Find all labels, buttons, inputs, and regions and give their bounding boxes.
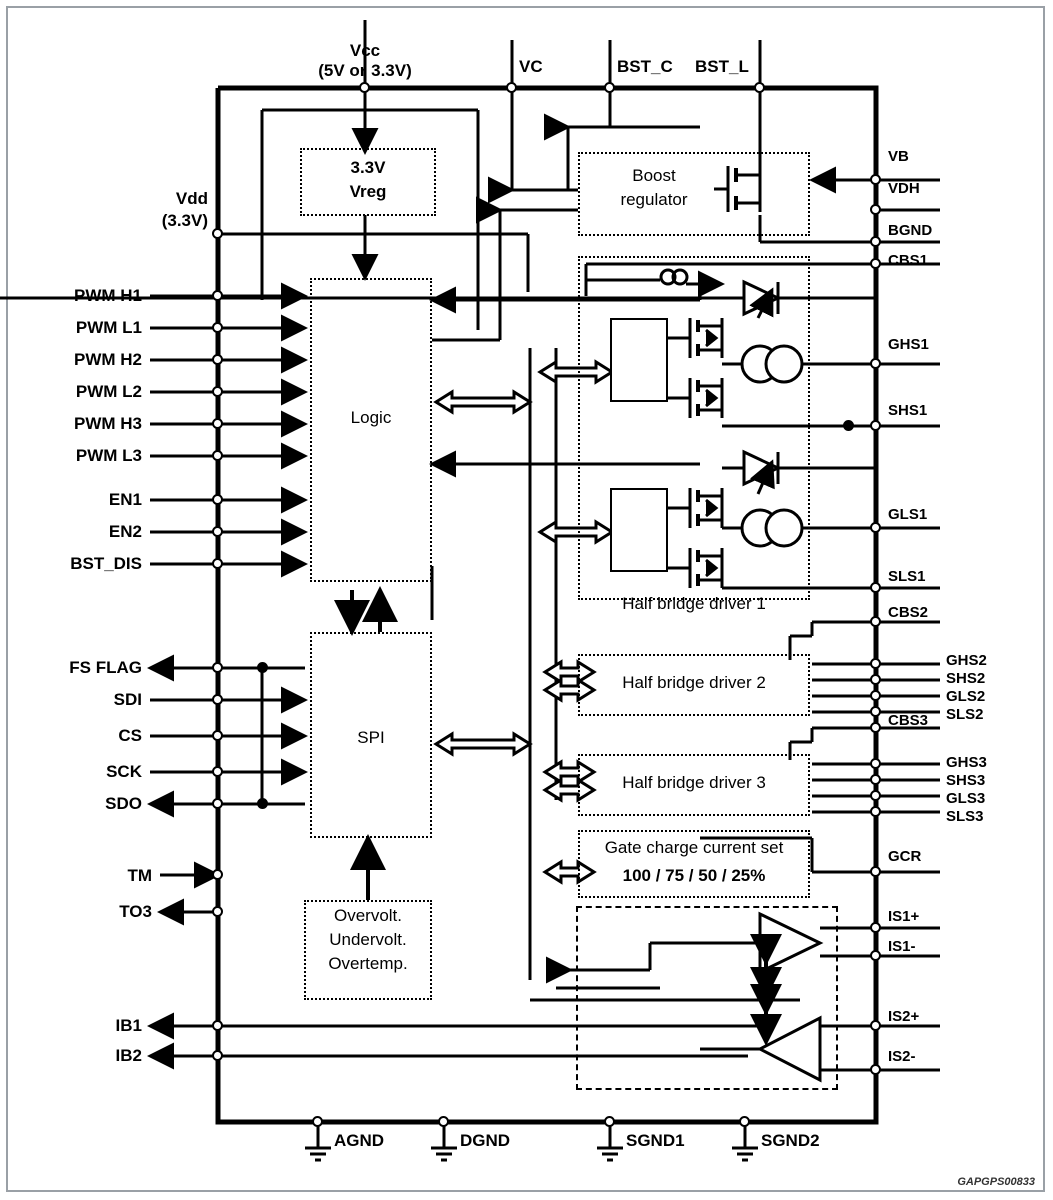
pin-is1n: IS1- [888, 938, 916, 955]
pin-pwm-l1: PWM L1 [75, 318, 142, 337]
pin-en1: EN1 [108, 490, 142, 509]
supply-label-vdd: Vdd [175, 189, 208, 208]
pin-ghs2: GHS2 [946, 652, 987, 669]
block-gate-charge-label: Gate charge current set [604, 838, 784, 857]
pin-is2p: IS2+ [888, 1008, 920, 1025]
node-dgnd [438, 1116, 449, 1127]
pin-is1p: IS1+ [888, 908, 920, 925]
pin-tm: TM [127, 866, 152, 885]
node-sgnd1 [604, 1116, 615, 1127]
node-en1 [212, 494, 223, 505]
pin-sdo: SDO [105, 794, 142, 813]
block-gate-charge-values: 100 / 75 / 50 / 25% [622, 866, 766, 885]
node-sls2 [870, 706, 881, 717]
node-sdo-junction [257, 798, 268, 809]
pin-vb: VB [888, 148, 909, 165]
node-bst-l [754, 82, 765, 93]
node-sgnd2 [739, 1116, 750, 1127]
node-pwm-h2 [212, 354, 223, 365]
pin-cbs3: CBS3 [888, 712, 929, 729]
pin-pwm-h1: PWM H1 [74, 286, 142, 305]
node-bst-c [604, 82, 615, 93]
supply-label-bst-c: BST_C [617, 57, 673, 76]
node-ghs3 [870, 758, 881, 769]
node-gls3 [870, 790, 881, 801]
supply-label-bst-l: BST_L [695, 57, 749, 76]
node-is2p [870, 1020, 881, 1031]
pin-gls2: GLS2 [946, 688, 986, 705]
node-fs-flag-junction [257, 662, 268, 673]
pin-ib2: IB2 [115, 1046, 142, 1065]
block-logic-label: Logic [350, 408, 392, 427]
node-fs-flag [212, 662, 223, 673]
block-protection-line2: Undervolt. [329, 930, 407, 949]
node-is2n [870, 1064, 881, 1075]
node-shs2 [870, 674, 881, 685]
node-cbs1 [870, 258, 881, 269]
pin-gls3: GLS3 [946, 790, 986, 807]
node-shs3 [870, 774, 881, 785]
pin-shs2: SHS2 [946, 670, 986, 687]
supply-sub-vcc: (5V or 3.3V) [318, 61, 412, 80]
node-sdi [212, 694, 223, 705]
node-gls1 [870, 522, 881, 533]
block-protection-line1: Overvolt. [333, 906, 403, 925]
pin-vdh: VDH [888, 180, 920, 197]
node-vc [506, 82, 517, 93]
block-hb2-label: Half bridge driver 2 [622, 673, 766, 692]
node-pwm-l3 [212, 450, 223, 461]
block-hb1-label: Half bridge driver 1 [622, 594, 766, 613]
block-spi-label: SPI [357, 728, 385, 747]
pin-sls2: SLS2 [946, 706, 984, 723]
node-vdd [212, 228, 223, 239]
pin-cbs2: CBS2 [888, 604, 929, 621]
pin-en2: EN2 [108, 522, 142, 541]
pin-ghs1: GHS1 [888, 336, 929, 353]
node-ghs1 [870, 358, 881, 369]
pin-sdi: SDI [113, 690, 142, 709]
supply-label-vc: VC [519, 57, 543, 76]
pin-ghs3: GHS3 [946, 754, 987, 771]
pin-sls3: SLS3 [946, 808, 984, 825]
node-ghs2 [870, 658, 881, 669]
block-vreg-line1: 3.3V [350, 158, 386, 177]
node-en2 [212, 526, 223, 537]
node-pwm-h1 [212, 290, 223, 301]
node-bgnd [870, 236, 881, 247]
pin-cbs1: CBS1 [888, 252, 929, 269]
pin-fs-flag: FS FLAG [69, 658, 142, 677]
pin-bgnd: BGND [888, 222, 933, 239]
block-boost-line1: Boost [632, 166, 676, 185]
node-cbs2 [870, 616, 881, 627]
supply-label-vcc: Vcc [349, 41, 381, 60]
pin-gls1: GLS1 [888, 506, 928, 523]
block-logic [310, 278, 432, 582]
node-agnd [312, 1116, 323, 1127]
node-sls1 [870, 582, 881, 593]
pin-ib1: IB1 [115, 1016, 142, 1035]
node-is1n [870, 950, 881, 961]
pin-sgnd1: SGND1 [626, 1131, 685, 1150]
node-bst-dis [212, 558, 223, 569]
pin-pwm-h3: PWM H3 [74, 414, 142, 433]
pin-sls1: SLS1 [888, 568, 926, 585]
supply-sub-vdd: (3.3V) [161, 211, 208, 230]
pin-pwm-h2: PWM H2 [74, 350, 142, 369]
pin-bst-dis: BST_DIS [70, 554, 142, 573]
node-vdh [870, 204, 881, 215]
pin-pwm-l3: PWM L3 [75, 446, 142, 465]
node-ib2 [212, 1050, 223, 1061]
pin-sck: SCK [106, 762, 142, 781]
node-is1p [870, 922, 881, 933]
block-hb3-label: Half bridge driver 3 [622, 773, 766, 792]
block-protection-line3: Overtemp. [328, 954, 408, 973]
pin-to3: TO3 [119, 902, 152, 921]
node-ib1 [212, 1020, 223, 1031]
node-to3 [212, 906, 223, 917]
node-pwm-l1 [212, 322, 223, 333]
node-vb [870, 174, 881, 185]
block-boost-line2: regulator [620, 190, 688, 209]
block-current-sense-region [576, 906, 838, 1090]
node-pwm-l2 [212, 386, 223, 397]
pin-cs: CS [118, 726, 142, 745]
node-gcr [870, 866, 881, 877]
pin-pwm-l2: PWM L2 [75, 382, 142, 401]
node-shs1-junction [843, 420, 854, 431]
node-pwm-h3 [212, 418, 223, 429]
hb1-predriver-high [610, 318, 668, 402]
pin-shs1: SHS1 [888, 402, 928, 419]
pin-gcr: GCR [888, 848, 922, 865]
node-cbs3 [870, 722, 881, 733]
hb1-predriver-low [610, 488, 668, 572]
node-sck [212, 766, 223, 777]
pin-shs3: SHS3 [946, 772, 986, 789]
node-sls3 [870, 806, 881, 817]
node-cs [212, 730, 223, 741]
node-vcc [359, 82, 370, 93]
node-sdo [212, 798, 223, 809]
figure-credit: GAPGPS00833 [957, 1176, 1035, 1188]
node-gls2 [870, 690, 881, 701]
node-tm [212, 869, 223, 880]
node-shs1 [870, 420, 881, 431]
pin-sgnd2: SGND2 [761, 1131, 820, 1150]
block-vreg-line2: Vreg [349, 182, 387, 201]
pin-is2n: IS2- [888, 1048, 916, 1065]
pin-agnd: AGND [334, 1131, 385, 1150]
pin-dgnd: DGND [460, 1131, 511, 1150]
